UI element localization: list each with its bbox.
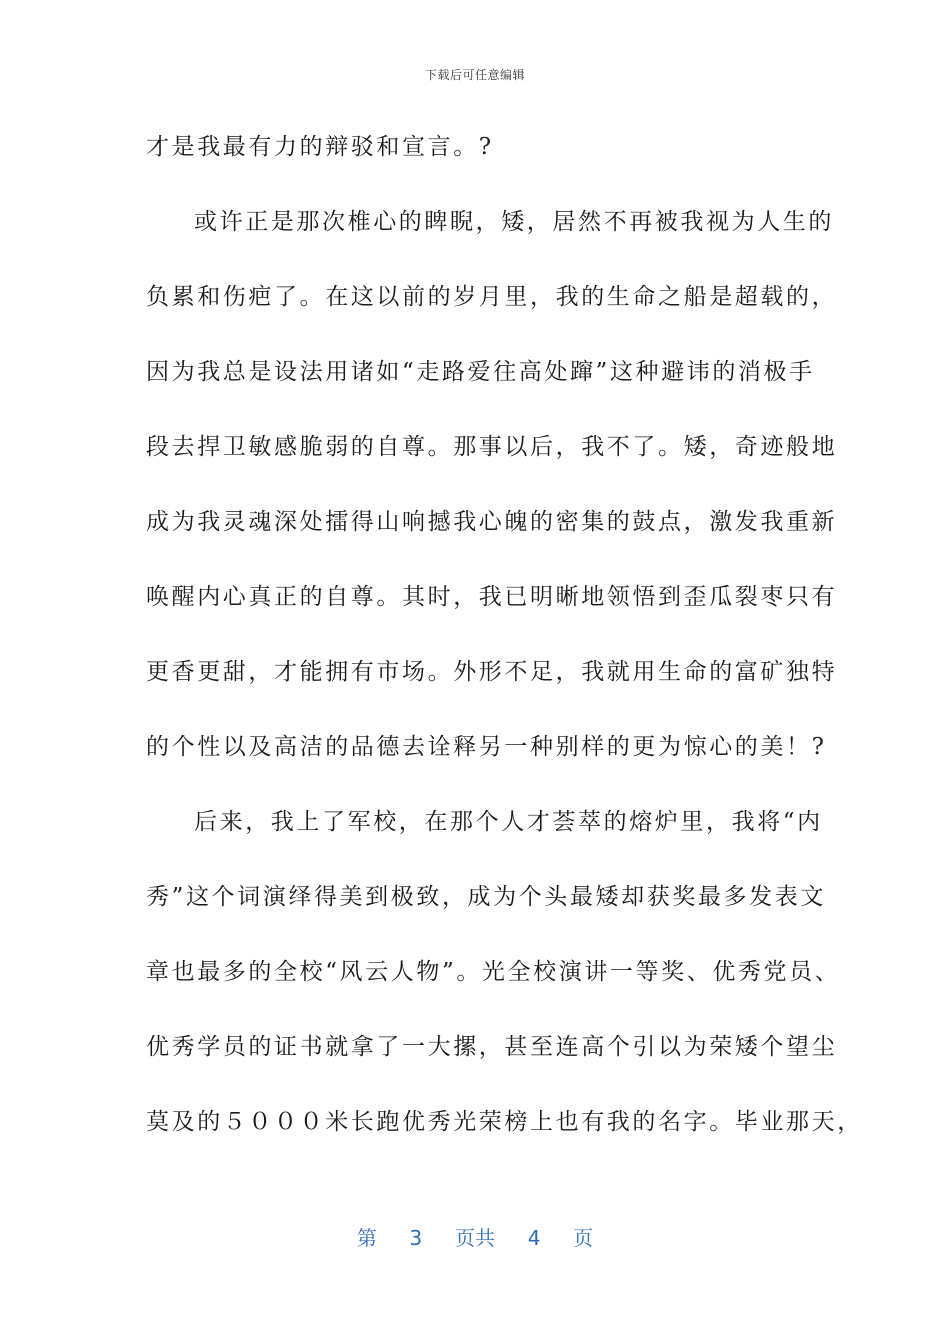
text-line: 负累和伤疤了。在这以前的岁月里，我的生命之船是超载的， (146, 284, 838, 310)
page-footer (0, 1222, 950, 1251)
paragraph-first-line: 后来，我上了军校，在那个人才荟萃的熔炉里，我将“内 (194, 809, 823, 835)
text-line: 才是我最有力的辩驳和宣言。? (146, 134, 494, 160)
text-line: 成为我灵魂深处擂得山响撼我心魄的密集的鼓点，激发我重新 (146, 509, 838, 535)
page-label-middle: 页共 (455, 1226, 495, 1250)
text-line: 莫及的５０００米长跑优秀光荣榜上也有我的名字。毕业那天， (146, 1109, 863, 1135)
text-line: 章也最多的全校“风云人物”。光全校演讲一等奖、优秀党员、 (146, 959, 841, 985)
text-line: 唤醒内心真正的自尊。其时，我已明晰地领悟到歪瓜裂枣只有 (146, 584, 838, 610)
page-header: 下载后可任意编辑 (424, 68, 525, 82)
text-line: 的个性以及高洁的品德去诠释另一种别样的更为惊心的美！? (146, 734, 827, 760)
text-line: 更香更甜，才能拥有市场。外形不足，我就用生命的富矿独特 (146, 659, 838, 685)
text-line: 优秀学员的证书就拿了一大摞，甚至连高个引以为荣矮个望尘 (146, 1034, 838, 1060)
page-label-suffix: 页 (573, 1226, 594, 1250)
text-line: 因为我总是设法用诸如“走路爱往高处蹿”这种避讳的消极手 (146, 359, 815, 385)
paragraph-first-line: 或许正是那次椎心的睥睨，矮，居然不再被我视为人生的 (194, 209, 834, 235)
document-body (146, 122, 863, 1172)
total-page-number: 4 (527, 1226, 541, 1250)
text-line: 秀”这个词演绎得美到极致，成为个头最矮却获奖最多发表文 (146, 884, 826, 910)
current-page-number: 3 (409, 1226, 423, 1250)
text-line: 段去捍卫敏感脆弱的自尊。那事以后，我不了。矮，奇迹般地 (146, 434, 838, 460)
page-label-prefix: 第 (356, 1226, 377, 1250)
